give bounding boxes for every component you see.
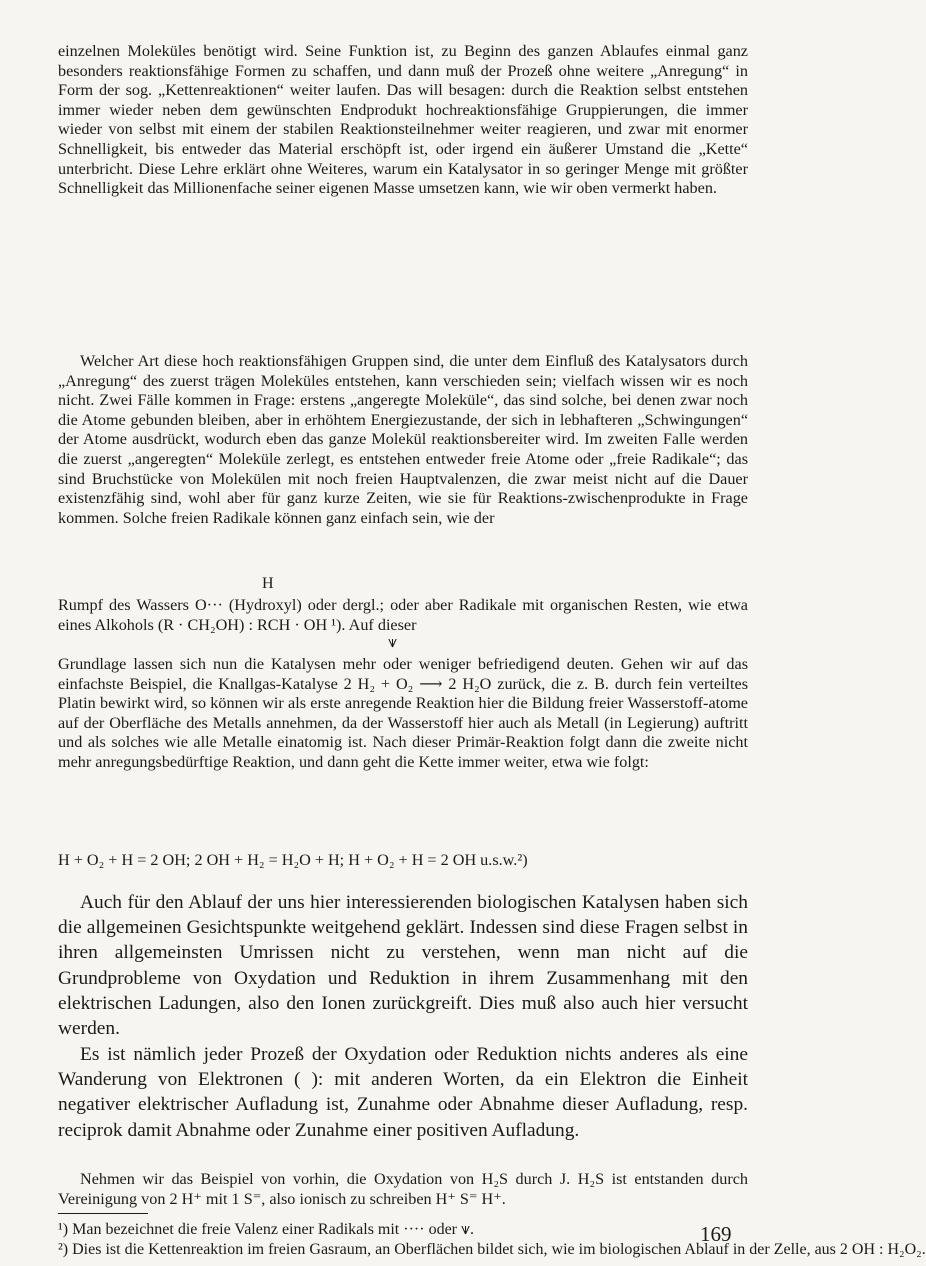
radical-valence-marker: ⩛ <box>388 634 398 651</box>
paragraph-electron-migration: Es ist nämlich jeder Prozeß der Oxydation oder Reduktion nichts anderes als eine Wanderung von Elektronen ( ): mit anderen Worten, da ein Elektron die Einheit negativer elektrischer Aufladung ist, Zunahme oder Abnahme dieser Aufladung, resp. reciprok damit Abnahme oder Zunahme einer positiven Aufladung. <box>58 1044 748 1141</box>
paragraph-hydroxyl-radical: Rumpf des Wassers O··· (Hydroxyl) oder dergl.; oder aber Radikale mit organischen Resten, wie etwa eines Alkohols (R · CH₂OH) : RCH · OH ¹). Auf dieser <box>58 596 748 634</box>
footnote-1: ¹) Man bezeichnet die freie Valenz einer Radikals mit ···· oder ⩛. <box>58 1221 475 1238</box>
paragraph-knallgas-catalysis: Grundlage lassen sich nun die Katalysen mehr oder weniger befriedigend deuten. Gehen wir auf das einfachste Beispiel, die Knallgas-Katalyse 2 H₂ + O₂ ⟶ 2 H₂O zurück, die z. B. durch fein verteiltes Platin bewirkt wird, so können wir als erste anregende Reaktion hier die Bildung freier Wasserstoff-atome auf der Oberfläche des Metalls annehmen, da der Wasserstoff hier auch als Metall (in Legierung) auftritt und als solches wie alle Metalle einatomig ist. Nach dieser Primär-Reaktion folgt dann die zweite nicht mehr anregungsbedürftige Reaktion, und dann geht die Kette immer weiter, etwa wie folgt: <box>58 655 748 771</box>
paragraph-chain-reactions: einzelnen Moleküles benötigt wird. Seine Funktion ist, zu Beginn des ganzen Ablaufes einmal ganz besonders reaktionsfähige Formen zu schaffen, und dann muß der Prozeß ohne weitere „Anregung“ in Form der sog. „Kettenreaktionen“ weiter laufen. Das will besagen: durch die Reaktion selbst entstehen immer wieder neben dem gewünschten Endprodukt hochreaktionsfähige Gruppierungen, die immer wieder von selbst mit einem der stabilen Reaktionsteilnehmer weiter reagieren, und zwar mit enormer Schnelligkeit, bis entweder das Material erschöpft ist, oder irgend ein äußerer Umstand die „Kette“ unterbricht. Diese Lehre erklärt ohne Weiteres, warum ein Katalysator in so geringer Menge mit größter Schnelligkeit das Millionenfache seiner eigenen Masse umsetzen kann, wie wir oben vermerkt haben. <box>58 42 748 198</box>
footnote-separator <box>58 1213 148 1214</box>
chain-reaction-equation: H + O₂ + H = 2 OH; 2 OH + H₂ = H₂O + H; H + O₂ + H = 2 OH u.s.w.²) <box>58 851 528 869</box>
paragraph-biological-catalysis: Auch für den Ablauf der uns hier interessierenden biologischen Katalysen haben sich die allgemeinen Gesichtspunkte weitgehend geklärt. Indessen sind diese Fragen selbst in ihren allgemeinsten Umrissen nicht zu verstehen, wenn man nicht auf die Grundprobleme von Oxydation und Reduktion in ihrem Zusammenhang mit den elektrischen Ladungen, also den Ionen zurückgreift. Dies muß also auch hier versucht werden. <box>58 892 748 1040</box>
page-number: 169 <box>700 1222 732 1246</box>
paragraph-activated-groups: Welcher Art diese hoch reaktionsfähigen Gruppen sind, die unter dem Einfluß des Katalysators durch „Anregung“ des zuerst trägen Moleküles entstehen, kann verschieden sein; vielfach wissen wir es noch nicht. Zwei Fälle kommen in Frage: erstens „angeregte Moleküle“, das sind solche, bei denen zwar noch die Atome gebunden bleiben, aber in erhöhtem Energiezustande, der sich in lebhafteren „Schwingungen“ der Atome ausdrückt, wodurch eben das ganze Molekül reaktionsbereiter wird. Im zweiten Falle werden die zuerst „angeregten“ Moleküle zerlegt, es entstehen entweder freie Atome oder „freie Radikale“; das sind Bruchstücke von Molekülen mit noch freien Hauptvalenzen, die zwar meist nicht auf die Dauer existenzfähig sind, wohl aber für ganz kurze Zeiten, wie sie für Reaktions-zwischenprodukte in Frage kommen. Solche freien Radikale können ganz einfach sein, wie der <box>58 352 748 527</box>
footnote-2: ²) Dies ist die Kettenreaktion im freien Gasraum, an Oberflächen bildet sich, wie im biologischen Ablauf in der Zelle, aus 2 OH : H₂O₂. <box>58 1241 926 1258</box>
paragraph-h2s-example: Nehmen wir das Beispiel von vorhin, die Oxydation von H₂S durch J. H₂S ist entstanden durch Vereinigung von 2 H⁺ mit 1 S⁼, also ionisch zu schreiben H⁺ S⁼ H⁺. <box>58 1170 748 1208</box>
hydroxyl-h-marker: H <box>262 575 274 592</box>
